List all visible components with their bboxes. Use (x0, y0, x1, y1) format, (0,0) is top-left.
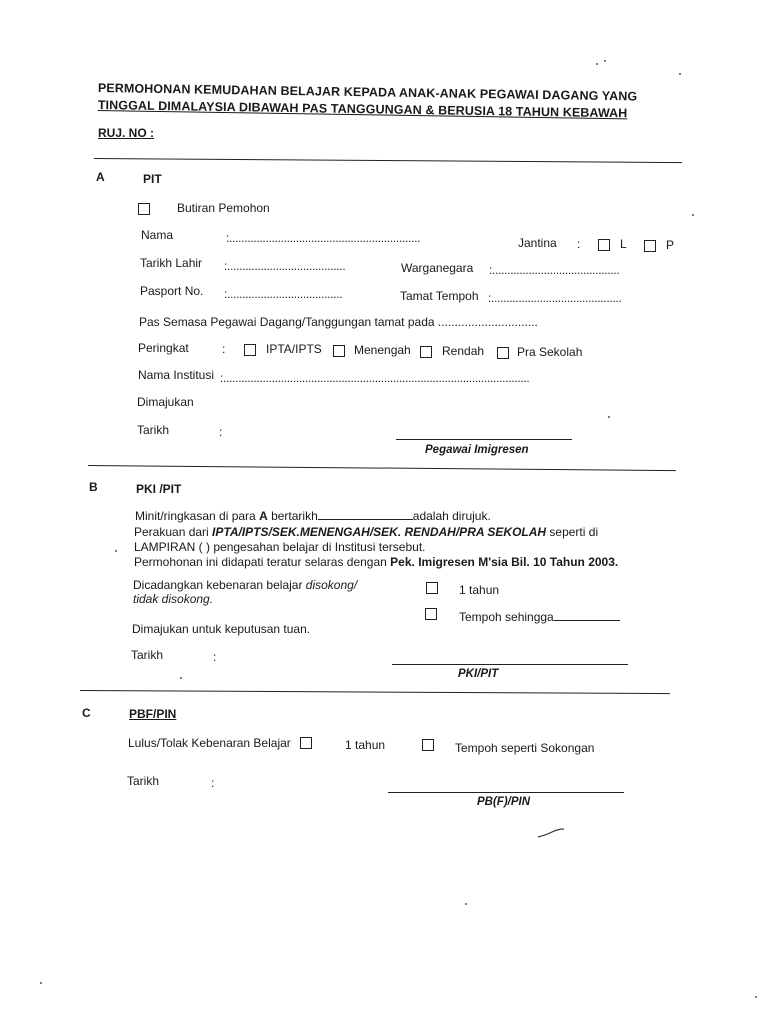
dicadangkan-line: Dicadangkan kebenaran belajar disokong/ (133, 578, 358, 592)
b-tempoh-label: Tempoh sehingga (459, 610, 620, 624)
tarikh-lahir-field[interactable]: :....................................... (224, 259, 346, 273)
jantina-l-label: L (620, 237, 627, 251)
scan-speck (755, 996, 757, 998)
c-1tahun-label: 1 tahun (345, 738, 386, 752)
section-b-letter: B (89, 480, 98, 494)
c-lulus-checkbox[interactable] (300, 737, 312, 749)
tarikh-a-colon: : (219, 425, 223, 439)
scan-speck (40, 982, 42, 984)
pra-sekolah-label: Pra Sekolah (517, 345, 583, 359)
pra-sekolah-checkbox[interactable] (497, 347, 509, 359)
jantina-label: Jantina (518, 236, 557, 250)
tarikh-c-colon: : (211, 776, 215, 790)
pki-pit-label: PKI/PIT (458, 668, 499, 680)
lulus-tolak-label: Lulus/Tolak Kebenaran Belajar (128, 736, 291, 750)
b-1tahun-label: 1 tahun (459, 583, 500, 597)
ipta-checkbox[interactable] (244, 344, 256, 356)
tarikh-c-label: Tarikh (127, 774, 160, 788)
ruj-no-label: RUJ. NO : (98, 126, 155, 140)
jantina-l-checkbox[interactable] (598, 239, 610, 251)
peringkat-colon: : (222, 342, 226, 356)
tamat-tempoh-field[interactable]: :........................................... (488, 291, 622, 305)
tarikh-b-colon: : (213, 650, 217, 664)
dimajukan-label: Dimajukan (137, 395, 194, 409)
section-a-heading: PIT (143, 172, 162, 186)
tarikh-b-label: Tarikh (131, 648, 164, 662)
form-title-line2: TINGGAL DIMALAYSIA DIBAWAH PAS TANGGUNGAN & BERUSIA 18 TAHUN KEBAWAH (97, 98, 628, 121)
b-1tahun-checkbox[interactable] (426, 582, 438, 594)
perakuan-line: Perakuan dari IPTA/IPTS/SEK.MENENGAH/SEK. RENDAH/PRA SEKOLAH seperti di (134, 525, 599, 539)
form-title-line1: PERMOHONAN KEMUDAHAN BELAJAR KEPADA ANAK-ANAK PEGAWAI DAGANG YANG (97, 81, 638, 104)
c-tempoh-label: Tempoh seperti Sokongan (455, 741, 595, 755)
menengah-checkbox[interactable] (333, 345, 345, 357)
scan-speck (115, 550, 117, 552)
pbf-signature-line (388, 792, 624, 793)
pasport-label: Pasport No. (140, 284, 204, 298)
pen-mark (536, 826, 566, 840)
section-a-letter: A (96, 170, 105, 184)
pegawai-imigresen-label: Pegawai Imigresen (425, 444, 529, 456)
section-c-heading: PBF/PIN (129, 707, 177, 721)
jantina-p-checkbox[interactable] (644, 240, 656, 252)
pasport-field[interactable]: :...................................... (224, 287, 343, 301)
warganegara-label: Warganegara (401, 261, 474, 275)
jantina-colon: : (577, 237, 581, 251)
permohonan-line: Permohonan ini didapati teratur selaras dengan Pek. Imigresen M'sia Bil. 10 Tahun 2003. (134, 555, 619, 569)
section-b-heading: PKI /PIT (136, 482, 182, 496)
rendah-label: Rendah (442, 344, 485, 358)
menengah-label: Menengah (354, 343, 411, 357)
rendah-checkbox[interactable] (420, 346, 432, 358)
jantina-p-label: P (666, 238, 675, 252)
section-divider-ab (88, 465, 676, 471)
tidak-disokong-text: tidak disokong. (133, 592, 214, 606)
butiran-pemohon-checkbox[interactable] (138, 203, 150, 215)
scan-speck (679, 73, 681, 75)
section-divider-top (94, 158, 682, 163)
pegawai-signature-line (396, 439, 572, 440)
tamat-tempoh-label: Tamat Tempoh (400, 289, 479, 303)
scan-speck (692, 214, 694, 216)
nama-field[interactable]: :............................................................... (226, 231, 421, 245)
peringkat-label: Peringkat (138, 341, 189, 355)
scan-speck (465, 903, 467, 905)
butiran-pemohon-label: Butiran Pemohon (177, 201, 270, 215)
pbf-pin-label: PB(F)/PIN (477, 796, 531, 808)
warganegara-field[interactable]: :.......................................... (489, 263, 620, 277)
nama-institusi-label: Nama Institusi (138, 368, 215, 382)
nama-institusi-field[interactable]: :..................................................................................................... (220, 371, 530, 385)
b-tempoh-checkbox[interactable] (425, 608, 437, 620)
dimajukan-keputusan-text: Dimajukan untuk keputusan tuan. (132, 622, 311, 636)
minit-line: Minit/ringkasan di para A bertarikh adalah dirujuk. (135, 509, 491, 523)
scan-speck (608, 416, 610, 418)
c-tempoh-checkbox[interactable] (422, 739, 434, 751)
tarikh-lahir-label: Tarikh Lahir (140, 256, 203, 270)
scan-speck (180, 677, 182, 679)
ipta-label: IPTA/IPTS (266, 342, 322, 356)
section-divider-bc (80, 690, 670, 694)
pki-signature-line (392, 664, 628, 665)
section-c-letter: C (82, 706, 91, 720)
lampiran-line: LAMPIRAN ( ) pengesahan belajar di Institusi tersebut. (134, 540, 426, 554)
scan-speck (596, 63, 598, 65)
tarikh-a-label: Tarikh (137, 423, 170, 437)
pas-semasa-line: Pas Semasa Pegawai Dagang/Tanggungan tamat pada .............................. (139, 315, 538, 329)
scan-speck (604, 60, 606, 62)
nama-label: Nama (141, 228, 174, 242)
